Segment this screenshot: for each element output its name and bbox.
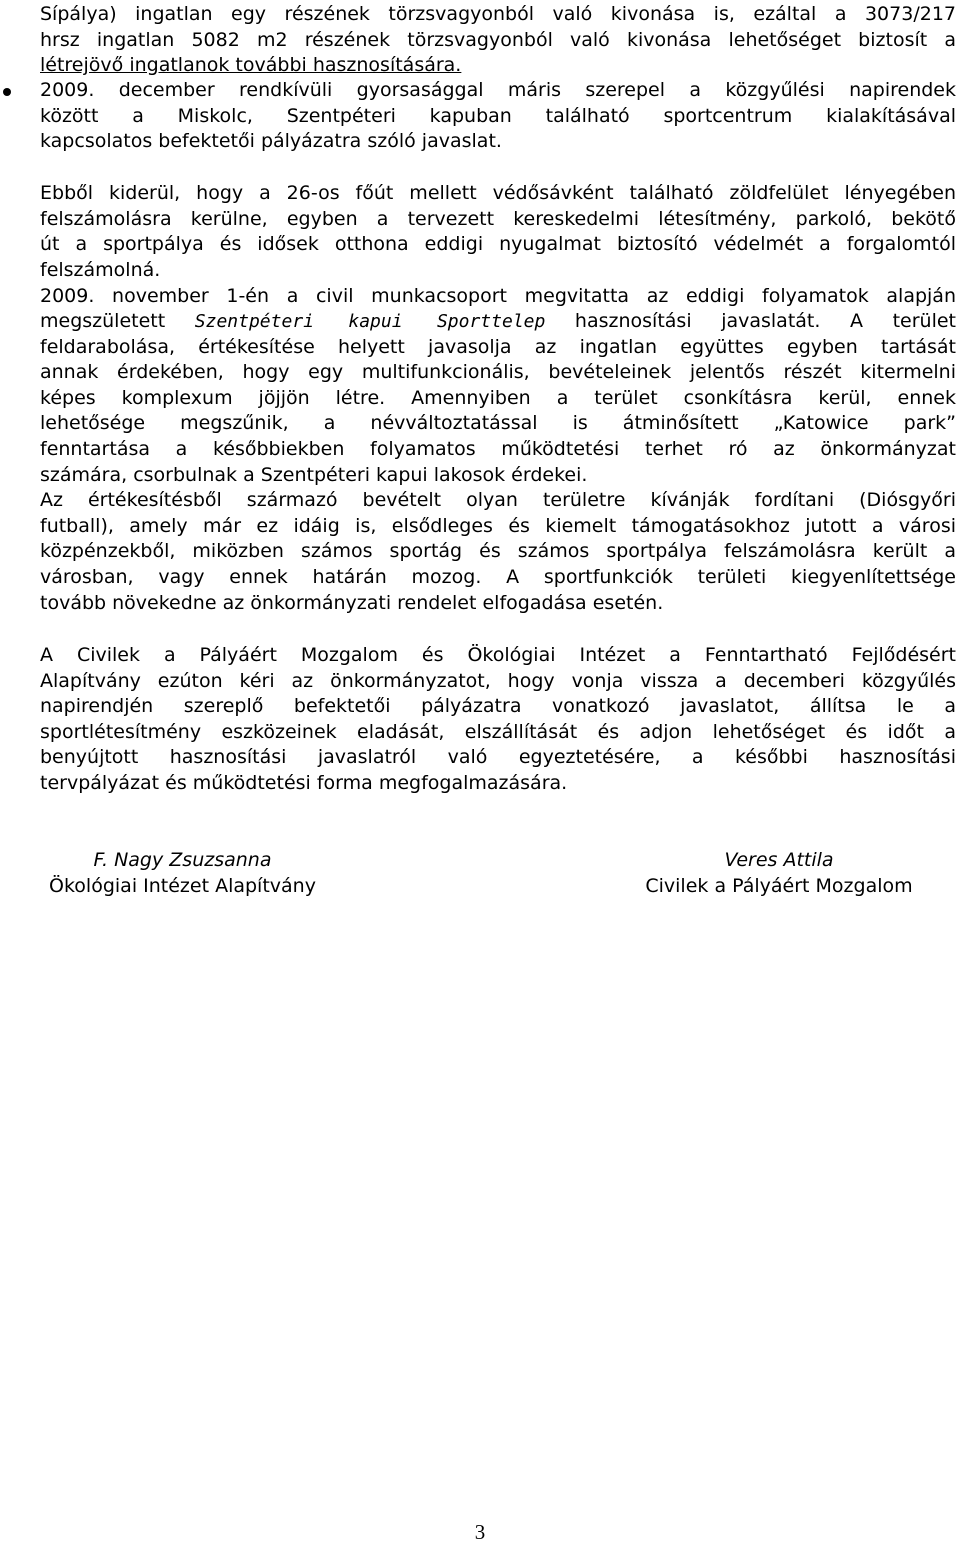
intro-line-1: Sípálya) ingatlan egy részének törzsvagyonból való kivonása is, ezáltal a 3073/217 [40,3,956,25]
signatory-org-right: Civilek a Pályáért Mozgalom [645,875,913,897]
paragraph-proposal [40,284,956,617]
paragraph-proposal-line-7: fenntartása a későbbiekben folyamatos működtetési terhet ró az önkormányzat [40,438,956,461]
paragraph-proposal-line-12: városban, vagy ennek határán mozog. A sportfunkciók területi kiegyenlítettsége [40,566,956,589]
paragraph-impact-line-2: felszámolásra kerülne, egyben a tervezett kereskedelmi létesítmény, parkoló, bekötő [40,207,956,230]
paragraph-request-line-2: Alapítvány ezúton kéri az önkormányzatot, hogy vonja vissza a decemberi közgyűlés [40,669,956,692]
paragraph-proposal-line-4: annak érdekében, hogy egy multifunkcionális, bevételeinek jelentős részét kitermelni [40,361,956,384]
paragraph-impact-line-1: Ebből kiderül, hogy a 26-os főút mellett védősávként található zöldfelület lényegében [40,182,956,204]
paragraph-request-line-1: A Civilek a Pályáért Mozgalom és Ökológiai Intézet a Fenntartható Fejlődésért [40,644,956,666]
paragraph-proposal-line-2 [40,309,956,335]
page-number: 3 [474,1520,486,1544]
paragraph-proposal-line-10: futball), amely már ez idáig is, elsődleges és kiemelt támogatásokhoz jutott a városi [40,514,956,537]
intro-line-3: létrejövő ingatlanok további hasznosítására. [40,54,462,77]
paragraph-proposal-line-1: 2009. november 1-én a civil munkacsoport megvitatta az eddigi folyamatok alapján [40,284,956,307]
bullet-line-3: kapcsolatos befektetői pályázatra szóló javaslat. [40,130,502,153]
bullet-dot-icon [3,88,11,96]
paragraph-proposal-line-9: Az értékesítésből származó bevételt olyan területre kívánják fordítani (Diósgyőri [40,489,956,512]
proposal-line-2-post: hasznosítási javaslatát. A terület [545,310,956,333]
paragraph-impact-line-4: felszámolná. [40,258,161,281]
intro-line-2 [40,28,956,54]
paragraph-proposal-line-13: tovább növekedne az önkormányzati rendelet elfogadása esetén. [40,591,664,614]
bullet-item [40,78,956,155]
paragraph-request-line-4: sportlétesítmény eszközeinek eladását, elszállítását és adjon lehetőséget és időt a [40,720,956,743]
signature-left [30,847,335,899]
paragraph-impact [40,181,956,283]
signatory-name-right: Veres Attila [724,849,834,871]
sporttelep-title: Szentpéteri kapui Sporttelep [194,311,546,333]
paragraph-proposal-line-5: képes komplexum jöjjön létre. Amennyiben a terület csonkításra kerül, ennek [40,386,956,409]
signatory-name-left: F. Nagy Zsuzsanna [93,849,272,871]
paragraph-impact-line-3: út a sportpálya és idősek otthona eddigi nyugalmat biztosító védelmét a forgalomtól [40,233,956,256]
paragraph-request-line-5: benyújtott hasznosítási javaslatról való egyeztetésére, a későbbi hasznosítási [40,746,956,769]
signatory-org-left: Ökológiai Intézet Alapítvány [49,875,316,897]
bullet-line-1: 2009. december rendkívüli gyorsasággal máris szerepel a közgyűlési napirendek [40,79,956,101]
signature-right [628,847,930,899]
paragraph-proposal-line-8: számára, csorbulnak a Szentpéteri kapui lakosok érdekei. [40,463,588,486]
intro-paragraph [40,2,956,79]
paragraph-proposal-line-6: lehetősége megszűnik, a névváltoztatással is átminősített „Katowice park” [40,412,956,435]
intro-line-2-text: hrsz ingatlan 5082 m2 részének törzsvagyonból való kivonása lehetőséget biztosít a [40,28,956,51]
paragraph-proposal-line-3: feldarabolása, értékesítése helyett javasolja az ingatlan együttes egyben tartását [40,335,956,358]
paragraph-proposal-line-11: közpénzekből, miközben számos sportág és számos sportpálya felszámolásra került a [40,540,956,563]
bullet-line-2: között a Miskolc, Szentpéteri kapuban található sportcentrum kialakításával [40,104,956,127]
proposal-line-2-pre: megszületett [40,310,195,333]
paragraph-request-line-3: napirendjén szereplő befektetői pályázatra vonatkozó javaslatot, állítsa le a [40,695,956,718]
paragraph-request-line-6: tervpályázat és működtetési forma megfogalmazására. [40,771,568,794]
paragraph-request [40,643,956,797]
